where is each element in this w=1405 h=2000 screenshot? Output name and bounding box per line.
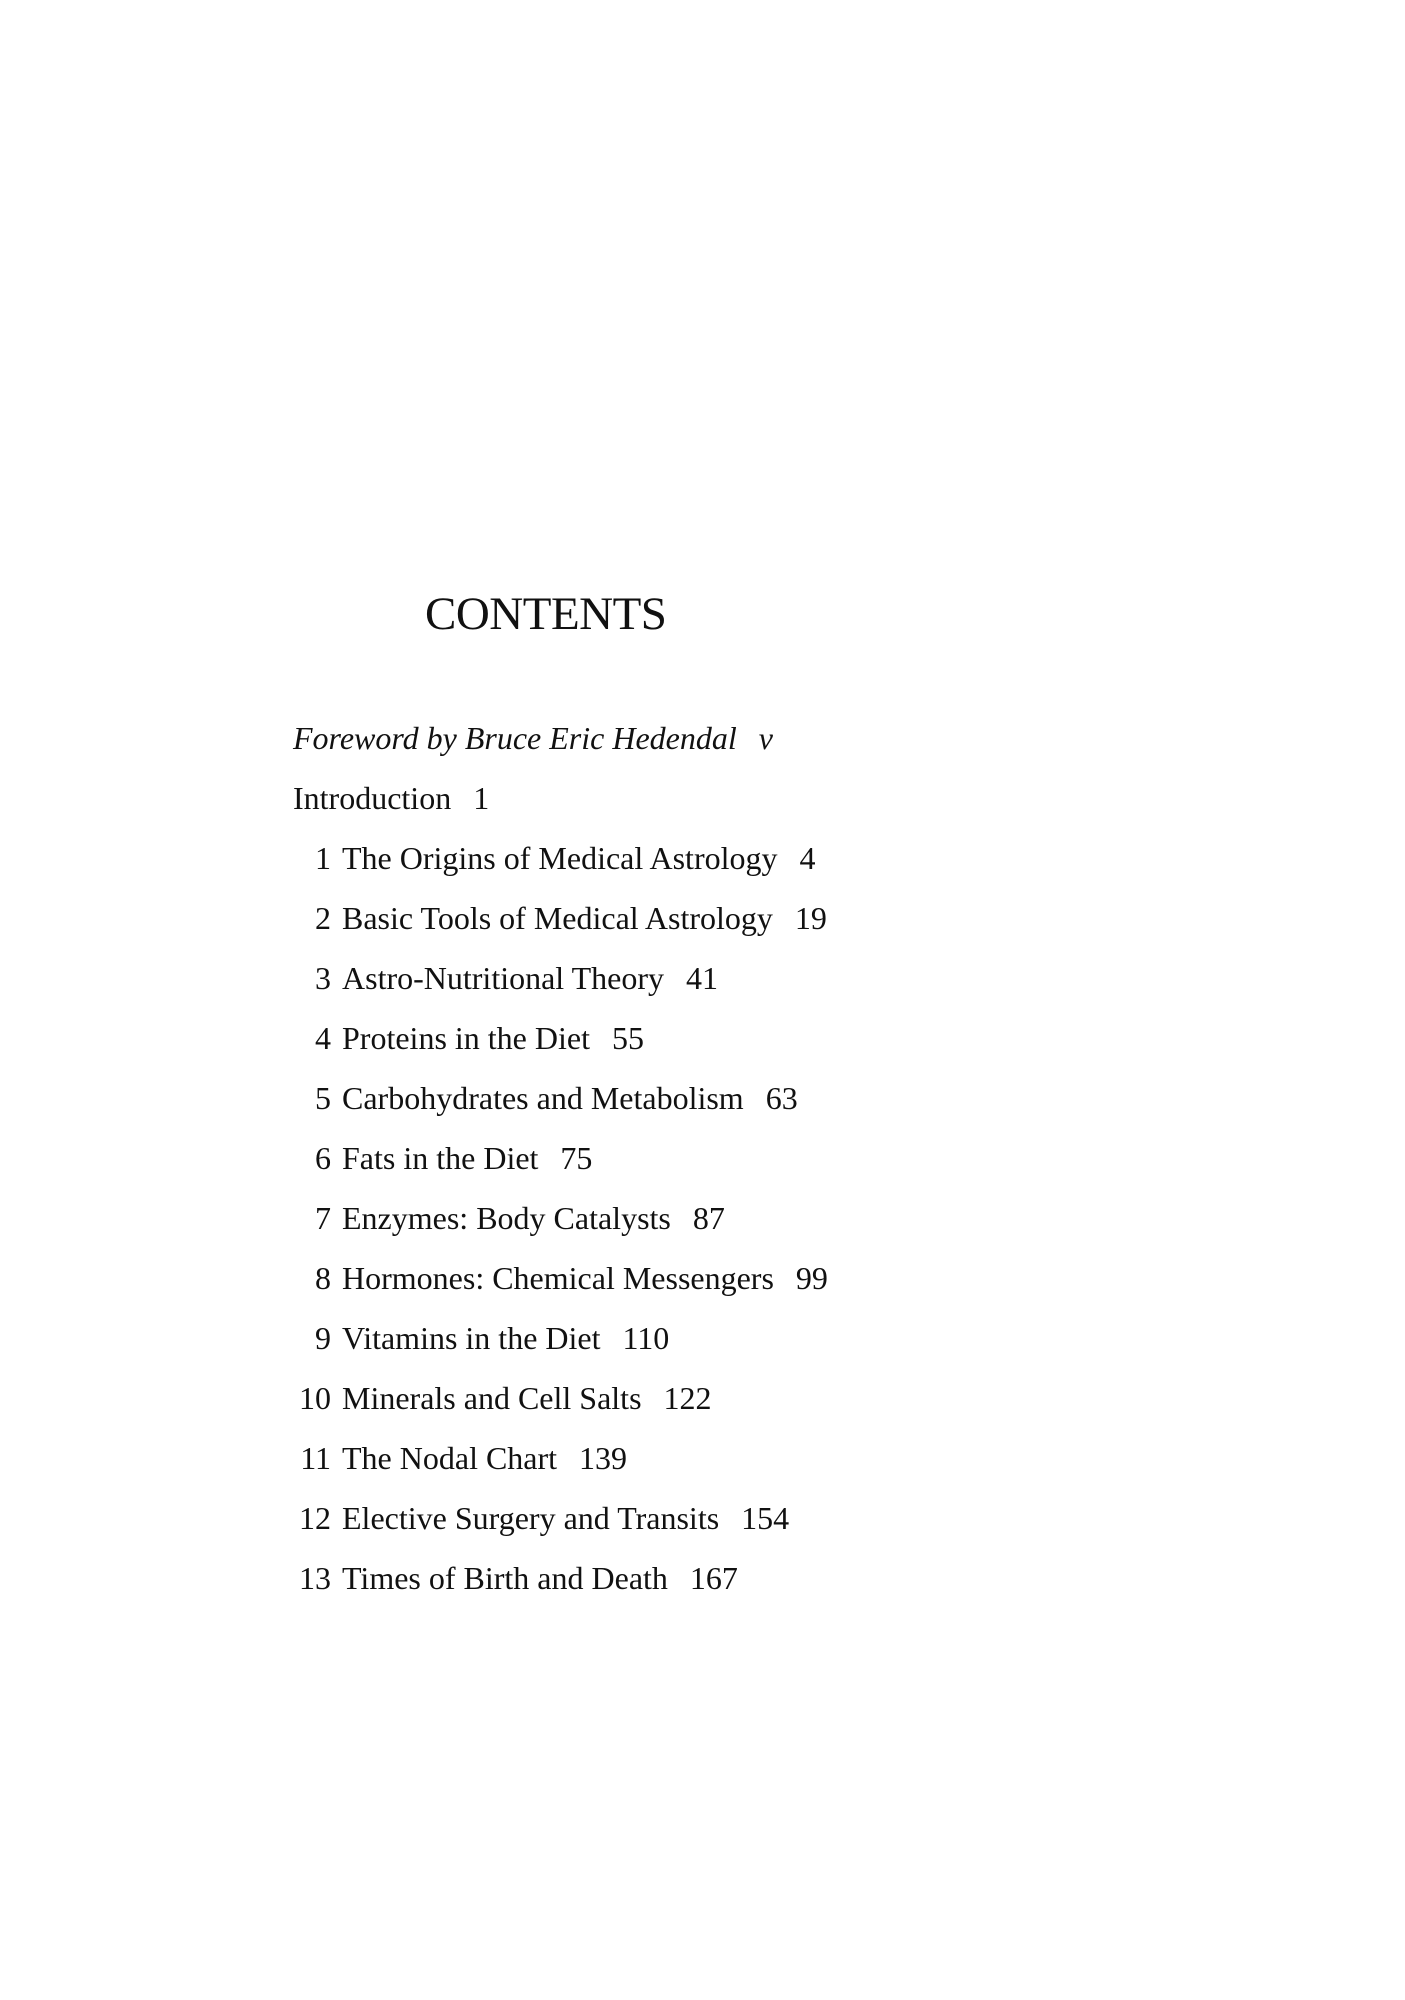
toc-entry-label: Basic Tools of Medical Astrology: [342, 900, 773, 936]
toc-entry-chapter: [293, 1262, 828, 1294]
toc-entry-page: 154: [741, 1500, 790, 1536]
chapter-number: 11: [300, 1440, 331, 1476]
chapter-number: 6: [315, 1140, 331, 1176]
chapter-number: 1: [315, 840, 331, 876]
toc-entry-chapter: [293, 1442, 627, 1474]
toc-entry-chapter: [293, 1502, 789, 1534]
chapter-number: 7: [315, 1200, 331, 1236]
toc-entry-chapter: [293, 902, 827, 934]
toc-entry-page: 122: [663, 1380, 712, 1416]
toc-entry-label: Carbohydrates and Metabolism: [342, 1080, 744, 1116]
toc-entry-page: 19: [794, 900, 827, 936]
chapter-number: 13: [299, 1560, 331, 1596]
toc-entry-page: 167: [689, 1560, 738, 1596]
toc-entry-label: The Origins of Medical Astrology: [342, 840, 778, 876]
toc-entry-chapter: [293, 962, 718, 994]
toc-entry-label: Fats in the Diet: [342, 1140, 539, 1176]
toc-entry-label: Proteins in the Diet: [342, 1020, 590, 1056]
chapter-number: 3: [315, 960, 331, 996]
chapter-number: 10: [299, 1380, 331, 1416]
toc-entry-chapter: [293, 1562, 738, 1594]
toc-entry-page: v: [758, 720, 773, 756]
toc-entry-page: 41: [686, 960, 719, 996]
toc-entry-chapter: [293, 1082, 798, 1114]
toc-entry-chapter: [293, 1022, 644, 1054]
toc-entry-chapter: [293, 1142, 592, 1174]
chapter-number: 2: [315, 900, 331, 936]
toc-entry-chapter: [293, 1382, 712, 1414]
toc-entry-label: The Nodal Chart: [342, 1440, 558, 1476]
toc-entry-page: 63: [765, 1080, 798, 1116]
toc-entry-label: Astro-Nutritional Theory: [342, 960, 665, 996]
toc-entry-introduction: [293, 782, 489, 814]
toc-entry-page: 55: [611, 1020, 644, 1056]
toc-entry-label: Minerals and Cell Salts: [342, 1380, 642, 1416]
chapter-number: 4: [315, 1020, 331, 1056]
toc-entry-page: 139: [579, 1440, 628, 1476]
toc-entry-page: 110: [622, 1320, 670, 1356]
toc-entry-foreword: [293, 722, 773, 754]
toc-entry-label: Enzymes: Body Catalysts: [342, 1200, 671, 1236]
toc-entry-chapter: [293, 1322, 669, 1354]
page-title: CONTENTS: [425, 588, 667, 640]
toc-entry-label: Vitamins in the Diet: [342, 1320, 601, 1356]
toc-entry-page: 87: [692, 1200, 725, 1236]
toc-entry-label: Times of Birth and Death: [342, 1560, 668, 1596]
chapter-number: 9: [315, 1320, 331, 1356]
toc-entry-label: Hormones: Chemical Messengers: [342, 1260, 774, 1296]
toc-entry-chapter: [293, 842, 815, 874]
toc-entry-label: Elective Surgery and Transits: [342, 1500, 720, 1536]
toc-entry-page: 75: [560, 1140, 593, 1176]
toc-entry-page: 4: [799, 840, 816, 876]
chapter-number: 12: [299, 1500, 331, 1536]
chapter-number: 8: [315, 1260, 331, 1296]
toc-entry-chapter: [293, 1202, 725, 1234]
toc-entry-label: Introduction: [293, 780, 452, 816]
toc-entry-page: 99: [795, 1260, 828, 1296]
chapter-number: 5: [315, 1080, 331, 1116]
toc-entry-page: 1: [473, 780, 490, 816]
toc-entry-label: Foreword by Bruce Eric Hedendal: [293, 720, 737, 756]
